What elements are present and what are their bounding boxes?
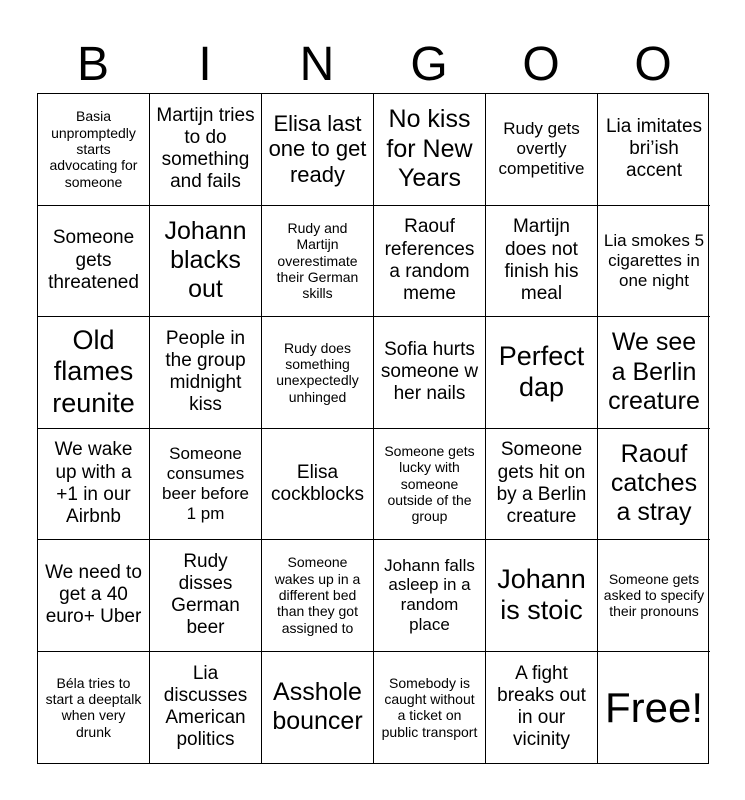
bingo-cell[interactable] (262, 652, 374, 764)
bingo-cell-text: Rudy does something unexpectedly unhinged (276, 339, 359, 405)
bingo-cell[interactable] (150, 652, 262, 764)
bingo-cell[interactable] (38, 317, 150, 429)
bingo-cell-text: We need to get a 40 euro+ Uber (45, 561, 142, 628)
header-letter-n: N (299, 38, 335, 91)
bingo-cell[interactable] (486, 317, 598, 429)
bingo-cell-text: Rudy and Martijn overestimate their German skills (276, 219, 359, 302)
bingo-cell[interactable] (262, 206, 374, 318)
bingo-cell[interactable] (38, 429, 150, 541)
bingo-cell[interactable] (598, 206, 710, 318)
bingo-cell-text: No kiss for New Years (386, 105, 473, 192)
bingo-cell[interactable] (150, 206, 262, 318)
bingo-cell[interactable] (38, 94, 150, 206)
bingo-cell[interactable] (598, 317, 710, 429)
bingo-cell[interactable] (262, 540, 374, 652)
header-letter-o-2: O (634, 38, 672, 91)
bingo-cell-text: Elisa cockblocks (271, 461, 364, 505)
bingo-cell-text: Martijn tries to do something and fails (156, 104, 255, 193)
bingo-cell[interactable] (150, 317, 262, 429)
bingo-cell-text: Johann is stoic (497, 563, 586, 626)
bingo-cell[interactable] (486, 652, 598, 764)
bingo-cell-text: Somebody is caught without a ticket on public transport (381, 674, 478, 740)
bingo-cell-text: Martijn does not finish his meal (504, 216, 579, 304)
bingo-cell-text: Elisa last one to get ready (268, 110, 367, 188)
bingo-cell-text: Johann falls asleep in a random place (384, 555, 475, 635)
bingo-cell-text: Johann blacks out (164, 216, 247, 304)
bingo-cell[interactable] (598, 540, 710, 652)
bingo-cell[interactable] (598, 429, 710, 541)
bingo-cell-text: Someone gets lucky with someone outside of the group (384, 442, 475, 525)
bingo-cell-text: Someone gets threatened (48, 227, 139, 293)
bingo-cell-text: Lia smokes 5 cigarettes in one night (603, 230, 705, 290)
bingo-cell[interactable] (598, 94, 710, 206)
bingo-cell-text: Raouf catches a stray (610, 439, 698, 527)
bingo-cell[interactable] (150, 540, 262, 652)
bingo-cell-text: Lia imitates bri’ish accent (605, 115, 703, 182)
bingo-cell[interactable] (374, 540, 486, 652)
header-letter-o: O (522, 38, 560, 91)
bingo-cell[interactable] (262, 429, 374, 541)
bingo-cell[interactable] (150, 429, 262, 541)
bingo-cell-text: Someone gets hit on by a Berlin creature (496, 439, 587, 527)
bingo-cell-text: We wake up with a +1 in our Airbnb (54, 439, 133, 527)
bingo-cell-text: Raouf references a random meme (384, 216, 475, 304)
bingo-cell[interactable] (486, 429, 598, 541)
bingo-cell-text: Rudy disses German beer (171, 550, 240, 639)
bingo-cell-text: Someone consumes beer before 1 pm (162, 444, 249, 523)
bingo-cell-text: Old flames reunite (52, 324, 135, 419)
bingo-cell[interactable] (262, 94, 374, 206)
bingo-cell-text: A fight breaks out in our vicinity (497, 662, 586, 751)
bingo-cell-text: Béla tries to start a deeptalk when very drunk (45, 674, 142, 740)
bingo-cell[interactable] (150, 94, 262, 206)
header-letter-i: I (198, 38, 212, 91)
bingo-cell-text: Someone gets asked to specify their pronouns (603, 570, 705, 620)
bingo-cell-text: People in the group midnight kiss (165, 327, 246, 416)
bingo-cell-text: Perfect dap (498, 340, 585, 403)
bingo-board (37, 93, 709, 764)
header-letter-b: B (76, 38, 109, 91)
bingo-cell[interactable] (486, 540, 598, 652)
bingo-cell[interactable] (374, 317, 486, 429)
bingo-cell[interactable] (374, 652, 486, 764)
bingo-cell-text: Asshole bouncer (272, 678, 363, 736)
bingo-cell[interactable] (486, 206, 598, 318)
bingo-cell[interactable] (38, 206, 150, 318)
bingo-cell[interactable] (486, 94, 598, 206)
free-space-text: Free! (604, 683, 704, 731)
bingo-cell-text: We see a Berlin creature (608, 328, 700, 415)
header-letter-g: G (410, 38, 448, 91)
bingo-cell-text: Basia unpromptedly starts advocating for someone (49, 108, 138, 190)
free-space-cell[interactable] (598, 652, 710, 764)
bingo-cell[interactable] (374, 206, 486, 318)
bingo-cell-text: Lia discusses American politics (163, 662, 248, 751)
bingo-header (37, 37, 709, 93)
bingo-cell-text: Someone wakes up in a different bed than they got assigned to (274, 554, 361, 636)
bingo-cell-text: Sofia hurts someone w her nails (380, 338, 479, 405)
bingo-cell-text: Rudy gets overtly competitive (498, 119, 585, 179)
bingo-cell[interactable] (262, 317, 374, 429)
bingo-cell[interactable] (374, 94, 486, 206)
bingo-cell[interactable] (374, 429, 486, 541)
bingo-cell[interactable] (38, 652, 150, 764)
bingo-cell[interactable] (38, 540, 150, 652)
